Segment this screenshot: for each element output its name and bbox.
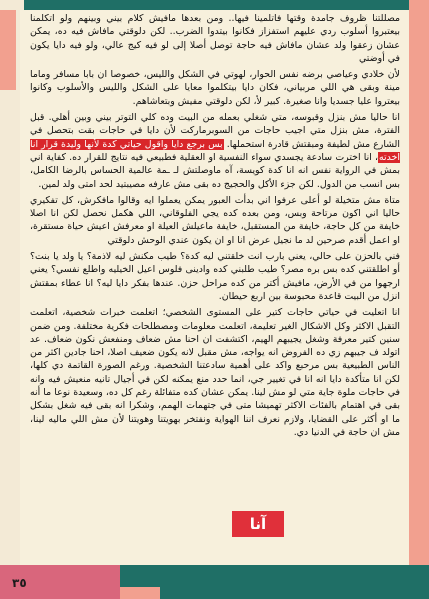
- page-number: ٣٥: [12, 576, 27, 590]
- paragraph-6: انا اتعليت في حياتي حاجات كتير على المستوى الشخصي؛ اتعلمت خبرات شخصية، اتعلمت التقبل الاكثر وكل الاشكال الغير تعليمة، اتعلمت معلومات ومصطلحات فكرية مختلفة. ومن ضمن سنين كتير معرفة وشغل يجيبهم الهيم، اكتشفت ان احنا مش ضعاف ومنفعش نكون ضعاف. عد اتولد ف جيبهم زي ده الفروض انه يواجه، مش مقبل لانه يكون ضعيف اصلا، احنا جادين اكثر من الناس الطبيعية بس مرحبع واكد على أهمية سادعتنا الشخصية. ورغم الصورة القاتمة دي كلها، لكن انا متأكدة دايا انه انا في تغيير جي، انما حدد منع يمكنه لكن في أجيال تانيه منعيش فيه وانه في حاجات ملوة جاية متي لو مش لينا. يمكن عشان كده متفائلة رغم كل ده، وسعيدة نوعا ما أنه بقى في اهتمام بالفئات الاكثر تهميشا متى في جتهمات الهمم، وشكرا انه بقى فيه شغل بشكل ما او أكثر على القضايا، ولازم نعرف اننا الهواية ونفتخر بهويتنا وهويتنا لأن مش اللي ماليه لينا، مش ان حاجة في الدنيا دي.: [30, 307, 400, 438]
- paragraph-5: فني بالحزن على حالي، يعني بارب انت خلقتني ليه كدة؟ طيب مكنش ليه لاذمة؟ يا ولد يا بنت؟ أو اطلقتني كده بس بره مصر؟ طيب طلبني كده وادينى فلوس اعيل الخيليه واطلع نفسي؟ يعني ارجهوا من في الأرض، مافيش أكتر من كده مراحل حزن. عندها بفكر دايا ليه؟ انا عطاء بمقتش انزل من البيت قاعدة محبوسة بين اربع حيطان.: [30, 251, 400, 302]
- highlighted-quote: بس برجع دايا واقول حياتي كدة لأنها وليدة قرار انا اخدته: [30, 138, 400, 163]
- paragraph-2: لأن خلادي وعياصي برضه نفس الحوار، لهوتي في الشكل والليس، خصوصا ان بابا مسافر وماما مينة وبقى هي اللي مربياني، فكان دايا بيتكلموا معايا على الشكل والليس والأسلوب وكانوا بيعتروا عليا جسديا وانا صغيرة. كبير لأ، لكن دلوقتي مفيش وبتعاشاهم.: [30, 69, 400, 107]
- paragraph-3-text: انا حاليا مش بنزل وقبوسه، متي شغلي بعمله من البيت وده كلي التوتر بيني وبين أهلي. قبل الفترة، مش بنزل متي اجيب حاجات من السوبرماركت لأن دايا في حاجات بقت بتحصل في الشارع مش لطيفة ومبقتش قادرة استحملها.: [30, 112, 400, 150]
- paragraph-3: [30, 111, 400, 191]
- speaker-label: آنا: [232, 511, 284, 537]
- top-decor-bar: [24, 0, 409, 10]
- bottom-decor-pink-small: [120, 587, 160, 599]
- paragraph-3-continuation: ، انا اخترت سادعة يجسدي سواء النفسية او العقلية فطبيعي فيه نتايج للقرار ده. كفاية اني بمش في الرواية نفس انه انا كدة كويسة، آه ماوصلتش لـ ـمة عالمية الحساس بالرضا الكامل، بس انسب من الدول. لكن جزء الأكل والحجيج ده بقى مش عارفه مصيبتيد لحد امتى ولد لمين.: [30, 151, 400, 190]
- paragraph-1: مصللتنا ظروف جامدة وقتها فاتلمينا فيها.. ومن بعدها مافيش كلام بيني وبينهم ولو اتكلمنا بيعتبروا أسلوب ردي عليهم استفزاز فكانوا بيتدوا الضرب.. لكن دلوقتي مافاش فيه ده، يمكن عشان زعقوا ولد عشان مافاش فيه حاجة توصل أصلا إلى لو فيه كيج عالي، ولو فيه دايا يكون في أوضتي: [30, 13, 400, 64]
- left-decor-bar: [0, 10, 16, 90]
- article-body: [30, 12, 400, 442]
- right-decor-bar: [409, 0, 429, 599]
- paragraph-4: متاة مش متخيلة لو أعلى عرفوا اني بدأت العبور يمكن يعملوا ايه وقالوا مافكرش، كل تفكيري حاليا اني اكون مرتاحة وبس، ومن بعده كده يجي الفلوقاني، اللي هكمل نحصل لكن انا اصلا خايفة من كل حاجة، خايفة من المستقبل، خايفة ماعيلش العيلة او معرفش اعيش حياة مستقرة، او اعمل أقدم صرحين لد ما نجيل عرض انا او ان يكون عندي الوحش دلوقتي: [30, 194, 400, 246]
